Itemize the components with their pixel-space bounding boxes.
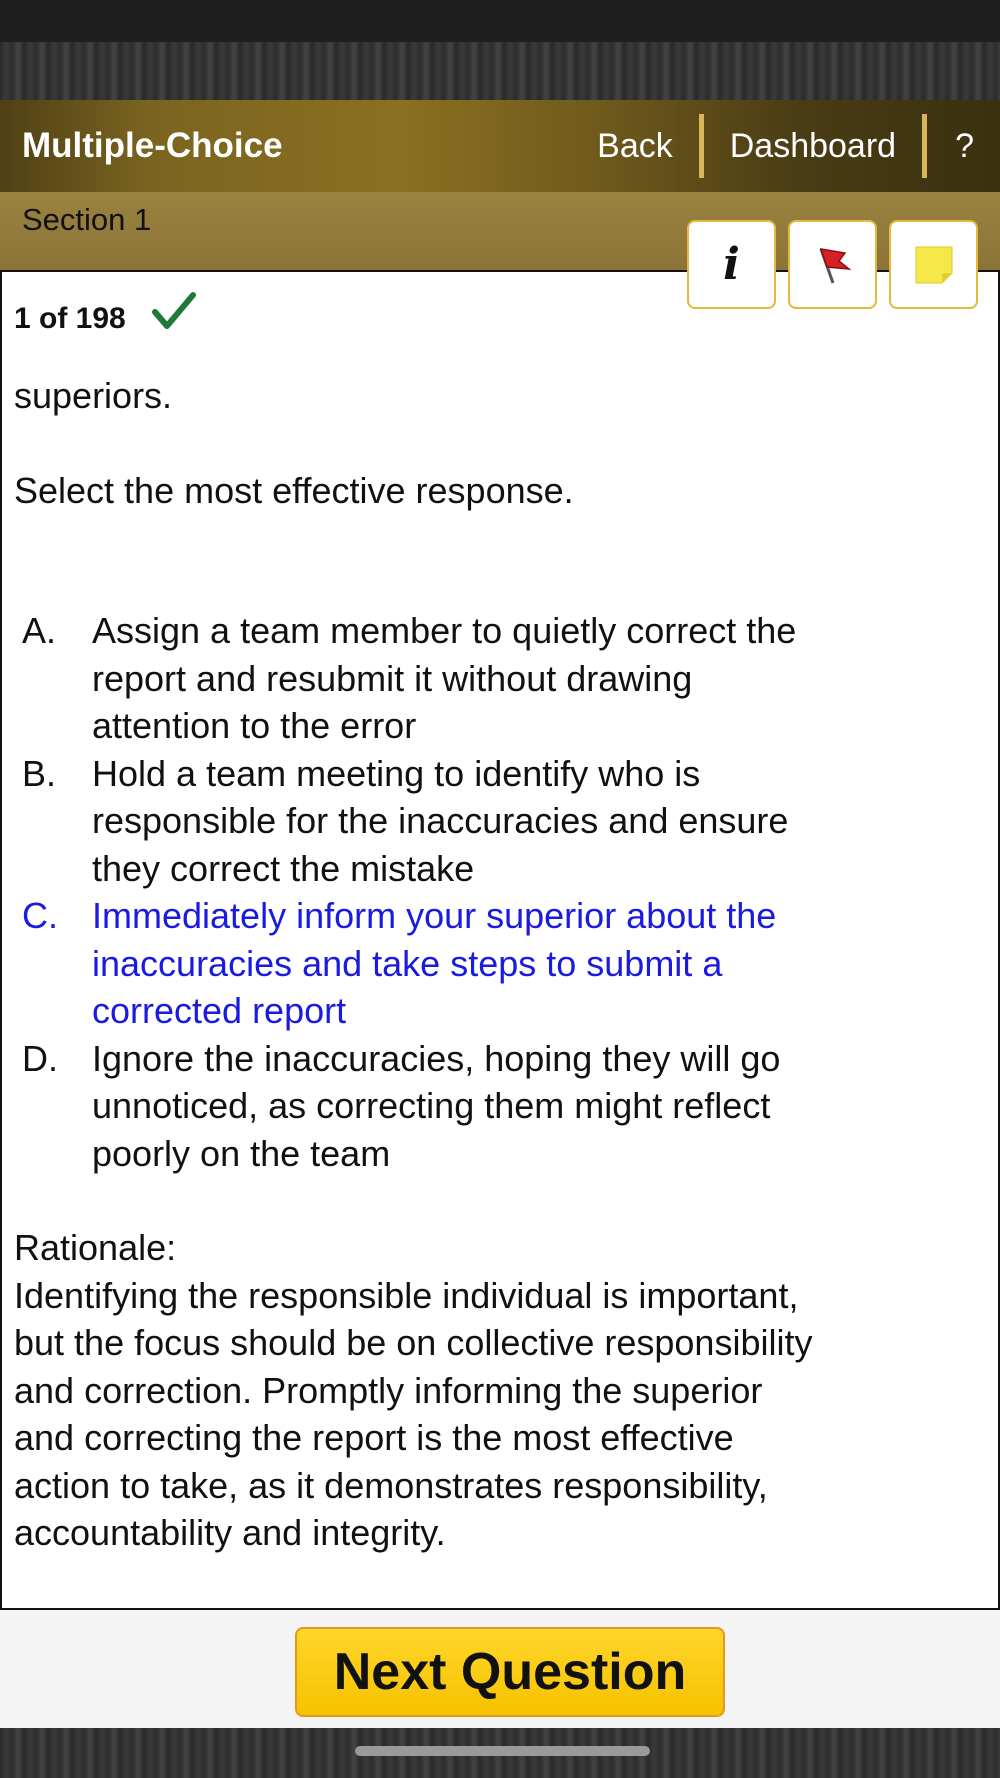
back-button[interactable]: Back [597,126,673,165]
checkmark-icon [152,292,196,332]
status-bar [0,0,1000,42]
rationale-heading: Rationale: [14,1227,177,1268]
question-panel [0,270,1000,1610]
page-title: Multiple-Choice [22,126,283,165]
question-instruction: Select the most effective response. [14,470,574,511]
option-letter: B. [22,752,57,794]
option-text: Assign a team member to quietly correct the report and resubmit it without drawing attention to the error [92,610,797,746]
option-letter: D. [22,1037,58,1079]
footer [0,1610,1000,1728]
app-header [0,100,1000,192]
question-prompt: superiors. [14,375,173,416]
section-label: Section 1 [22,202,152,237]
option-letter: C. [22,895,58,936]
option-text: Immediately inform your superior about the inaccuracies and take steps to submit a corrected report [92,895,777,1031]
info-button[interactable] [687,220,776,309]
option-text: Hold a team meeting to identify who is responsible for the inaccuracies and ensure they correct the mistake [92,752,789,889]
note-button[interactable] [889,220,978,309]
option-text: Ignore the inaccuracies, hoping they will go unnoticed, as correcting them might reflect poorly on the team [92,1037,781,1174]
rationale [14,1224,814,1557]
answer-options [22,607,822,1177]
rationale-body: Identifying the responsible individual is important, but the focus should be on collective responsibility and correction. Promptly informing the superior and correcting the report is the most effective action to take, as it demonstrates responsibility, accountability and integrity. [14,1274,813,1553]
option-a[interactable] [22,607,822,750]
option-d[interactable] [22,1035,822,1178]
header-nav [571,100,1000,192]
option-c[interactable] [22,892,822,1035]
question-counter: 1 of 198 [14,302,126,335]
help-button[interactable]: ? [955,126,974,165]
flag-icon [811,245,855,285]
top-band [0,42,1000,100]
option-b[interactable] [22,750,822,893]
next-question-button[interactable]: Next Question [295,1627,725,1717]
sticky-note-icon [914,245,954,285]
info-icon: i [723,239,740,290]
flag-button[interactable] [788,220,877,309]
option-letter: A. [22,610,57,651]
home-indicator[interactable] [355,1746,650,1756]
dashboard-button[interactable]: Dashboard [729,126,897,165]
